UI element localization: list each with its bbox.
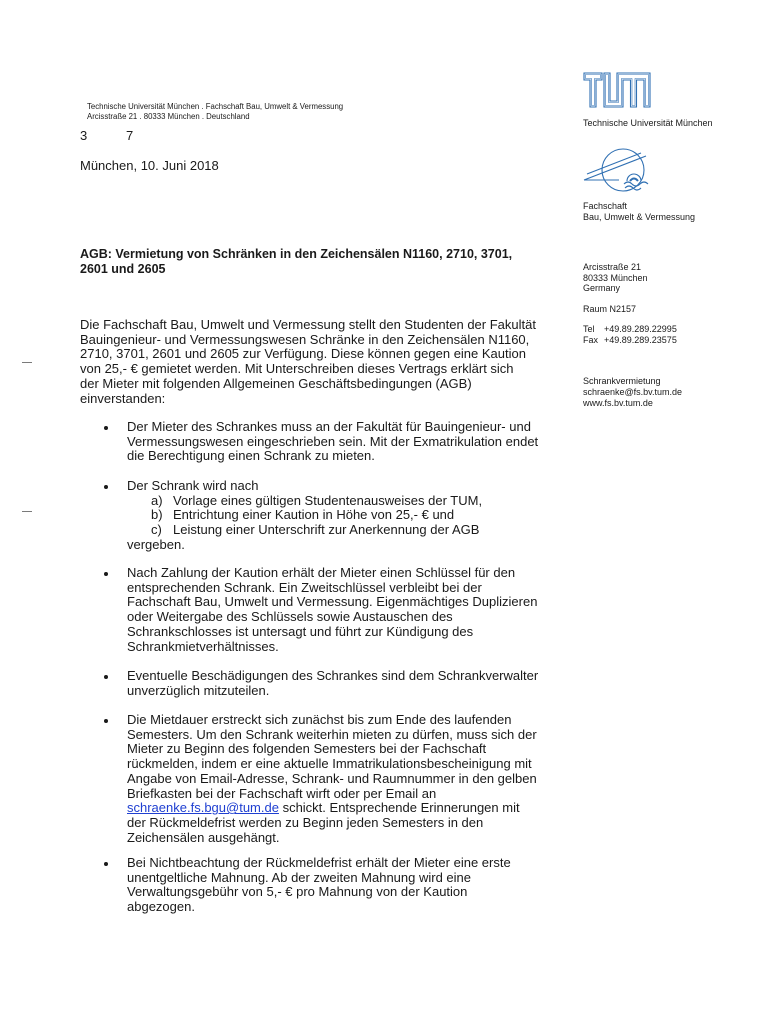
address-line: Germany — [583, 283, 621, 293]
terms-line: vergeben. — [127, 536, 185, 552]
fold-mark — [22, 362, 32, 363]
intro-line: der Mieter mit folgenden Allgemeinen Geschäftsbedingungen (AGB) — [80, 375, 472, 391]
intro-line: einverstanden: — [80, 390, 166, 406]
phone-number: +49.89.289.22995 — [604, 324, 677, 334]
terms-item-text — [127, 713, 537, 845]
department-line: Fachschaft — [583, 200, 628, 211]
tum-logo — [583, 72, 651, 108]
sub-list-marker: a) — [151, 492, 163, 508]
terms-line: Der Mieter des Schrankes muss an der Fakultät für Bauingenieur- und — [127, 419, 531, 434]
terms-line: unverzüglich mitzuteilen. — [127, 682, 270, 698]
terms-line: die Berechtigung einen Schrank zu mieten. — [127, 448, 375, 464]
terms-line: abgezogen. — [127, 899, 195, 915]
intro-line: von 25,- € gemietet werden. Mit Unterschreiben dieses Vertrags erklärt sich — [80, 361, 514, 377]
terms-line-after-link: schickt. Entsprechende Erinnerungen mit — [278, 800, 520, 816]
terms-line: Semesters. Um den Schrank weiterhin mieten zu dürfen, muss sich der — [127, 726, 537, 742]
terms-item-text — [127, 856, 511, 915]
terms-line: Mieter zu Beginn des folgenden Semesters bei der Fachschaft — [127, 741, 487, 757]
department-name — [583, 201, 695, 223]
university-name: Technische Universität München — [583, 117, 713, 128]
terms-line: Eventuelle Beschädigungen des Schrankes sind dem Schrankverwalter — [127, 668, 539, 683]
fax-number: +49.89.289.23575 — [604, 334, 677, 345]
bullet-icon — [104, 426, 108, 430]
terms-line: Angabe von Email-Adresse, Schrank- und Raumnummer in den gelben — [127, 770, 537, 786]
letter-date: München, 10. Juni 2018 — [80, 158, 219, 173]
terms-line: entsprechenden Schrank. Ein Zweitschlüssel verbleibt bei der — [127, 579, 482, 595]
terms-line: Fachschaft Bau, Umwelt und Vermessung. Eigenmächtiges Duplizieren — [127, 594, 538, 610]
intro-line: Die Fachschaft Bau, Umwelt und Vermessung stellt den Studenten der Fakultät — [80, 317, 536, 332]
terms-item-text — [127, 479, 547, 552]
terms-line: rückmelden, indem er eine aktuelle Immatrikulationsbescheinigung mit — [127, 756, 532, 772]
terms-line: Bei Nichtbeachtung der Rückmeldefrist erhält der Mieter eine erste — [127, 855, 511, 870]
address-line: 80333 München — [583, 272, 648, 283]
terms-line: Die Mietdauer erstreckt sich zunächst bis zum Ende des laufenden — [127, 712, 512, 727]
punch-mark — [22, 511, 32, 512]
terms-item-text — [127, 420, 538, 464]
intro-line: 2710, 3701, 2601 und 2605 zur Verfügung. Diese können gegen eine Kaution — [80, 346, 526, 362]
terms-line: Nach Zahlung der Kaution erhält der Mieter einen Schlüssel für den — [127, 565, 516, 580]
bullet-icon — [104, 675, 108, 679]
sub-list-text: Leistung einer Unterschrift zur Anerkennung der AGB — [173, 522, 480, 538]
terms-item-text — [127, 669, 538, 698]
phone-label: Tel — [583, 324, 595, 334]
bullet-icon — [104, 485, 108, 489]
recipient-value-right: 7 — [126, 128, 134, 143]
contact-title: Schrankvermietung — [583, 375, 661, 386]
terms-line: Schrankmietverhältnisses. — [127, 638, 279, 654]
sender-line-1: Technische Universität München . Fachschaft Bau, Umwelt & Vermessung — [87, 102, 344, 111]
recipient-block — [0, 129, 200, 143]
sender-line-2: Arcisstraße 21 . 80333 München . Deutschland — [87, 112, 250, 121]
sub-list-text: Vorlage eines gültigen Studentenausweises der TUM, — [173, 492, 483, 508]
sub-list-marker: b) — [151, 507, 163, 523]
subject-heading — [80, 247, 512, 277]
intro-paragraph — [80, 318, 536, 406]
contact-email: schraenke@fs.bv.tum.de — [583, 386, 683, 397]
room-number: Raum N2157 — [583, 304, 637, 314]
contact-block — [583, 376, 682, 409]
sub-list-item — [127, 494, 547, 509]
sub-list-item — [127, 523, 547, 538]
phone-block — [583, 324, 723, 345]
terms-line: Vermessungswesen eingeschrieben sein. Mit der Exmatrikulation endet — [127, 433, 539, 449]
sub-list-marker: c) — [151, 522, 162, 538]
bullet-icon — [104, 862, 108, 866]
contact-website: www.fs.bv.tum.de — [583, 397, 653, 408]
terms-line: oder Weitergabe des Schlüssels sowie Austauschen des — [127, 609, 453, 625]
sender-address — [87, 102, 343, 122]
terms-line: Zeichensälen ausgehängt. — [127, 829, 280, 845]
fax-row — [583, 335, 723, 346]
phone-row — [583, 324, 723, 335]
postal-address — [583, 262, 648, 294]
sub-list-item — [127, 508, 547, 523]
terms-line: Verwaltungsgebühr von 5,- € pro Mahnung von der Kaution — [127, 884, 468, 900]
sub-list-text: Entrichtung einer Kaution in Höhe von 25,- € und — [173, 507, 455, 523]
terms-line: Schrankschlosses ist untersagt und führt zur Kündigung des — [127, 623, 474, 639]
terms-line: der Rückmeldefrist werden zu Beginn jeden Semesters in den — [127, 814, 484, 830]
terms-line: unentgeltliche Mahnung. Ab der zweiten Mahnung wird eine — [127, 869, 472, 885]
address-line: Arcisstraße 21 — [583, 262, 642, 272]
bullet-icon — [104, 572, 108, 576]
terms-item-text — [127, 566, 537, 654]
terms-line: Der Schrank wird nach — [127, 478, 259, 493]
email-link[interactable]: schraenke.fs.bgu@tum.de — [127, 800, 279, 816]
fax-label: Fax — [583, 334, 599, 345]
subject-line-1: AGB: Vermietung von Schränken in den Zeichensälen N1160, 2710, 3701, — [80, 246, 513, 261]
subject-line-2: 2601 und 2605 — [80, 261, 166, 276]
bullet-icon — [104, 719, 108, 723]
recipient-value-left: 3 — [80, 128, 88, 143]
fachschaft-logo — [583, 147, 651, 197]
terms-line: Briefkasten bei der Fachschaft wirft oder per Email an — [127, 785, 437, 801]
terms-line-with-link — [127, 801, 537, 816]
department-line: Bau, Umwelt & Vermessung — [583, 211, 696, 222]
intro-line: Bauingenieur- und Vermessungswesen Schränke in den Zeichensälen N1160, — [80, 331, 530, 347]
